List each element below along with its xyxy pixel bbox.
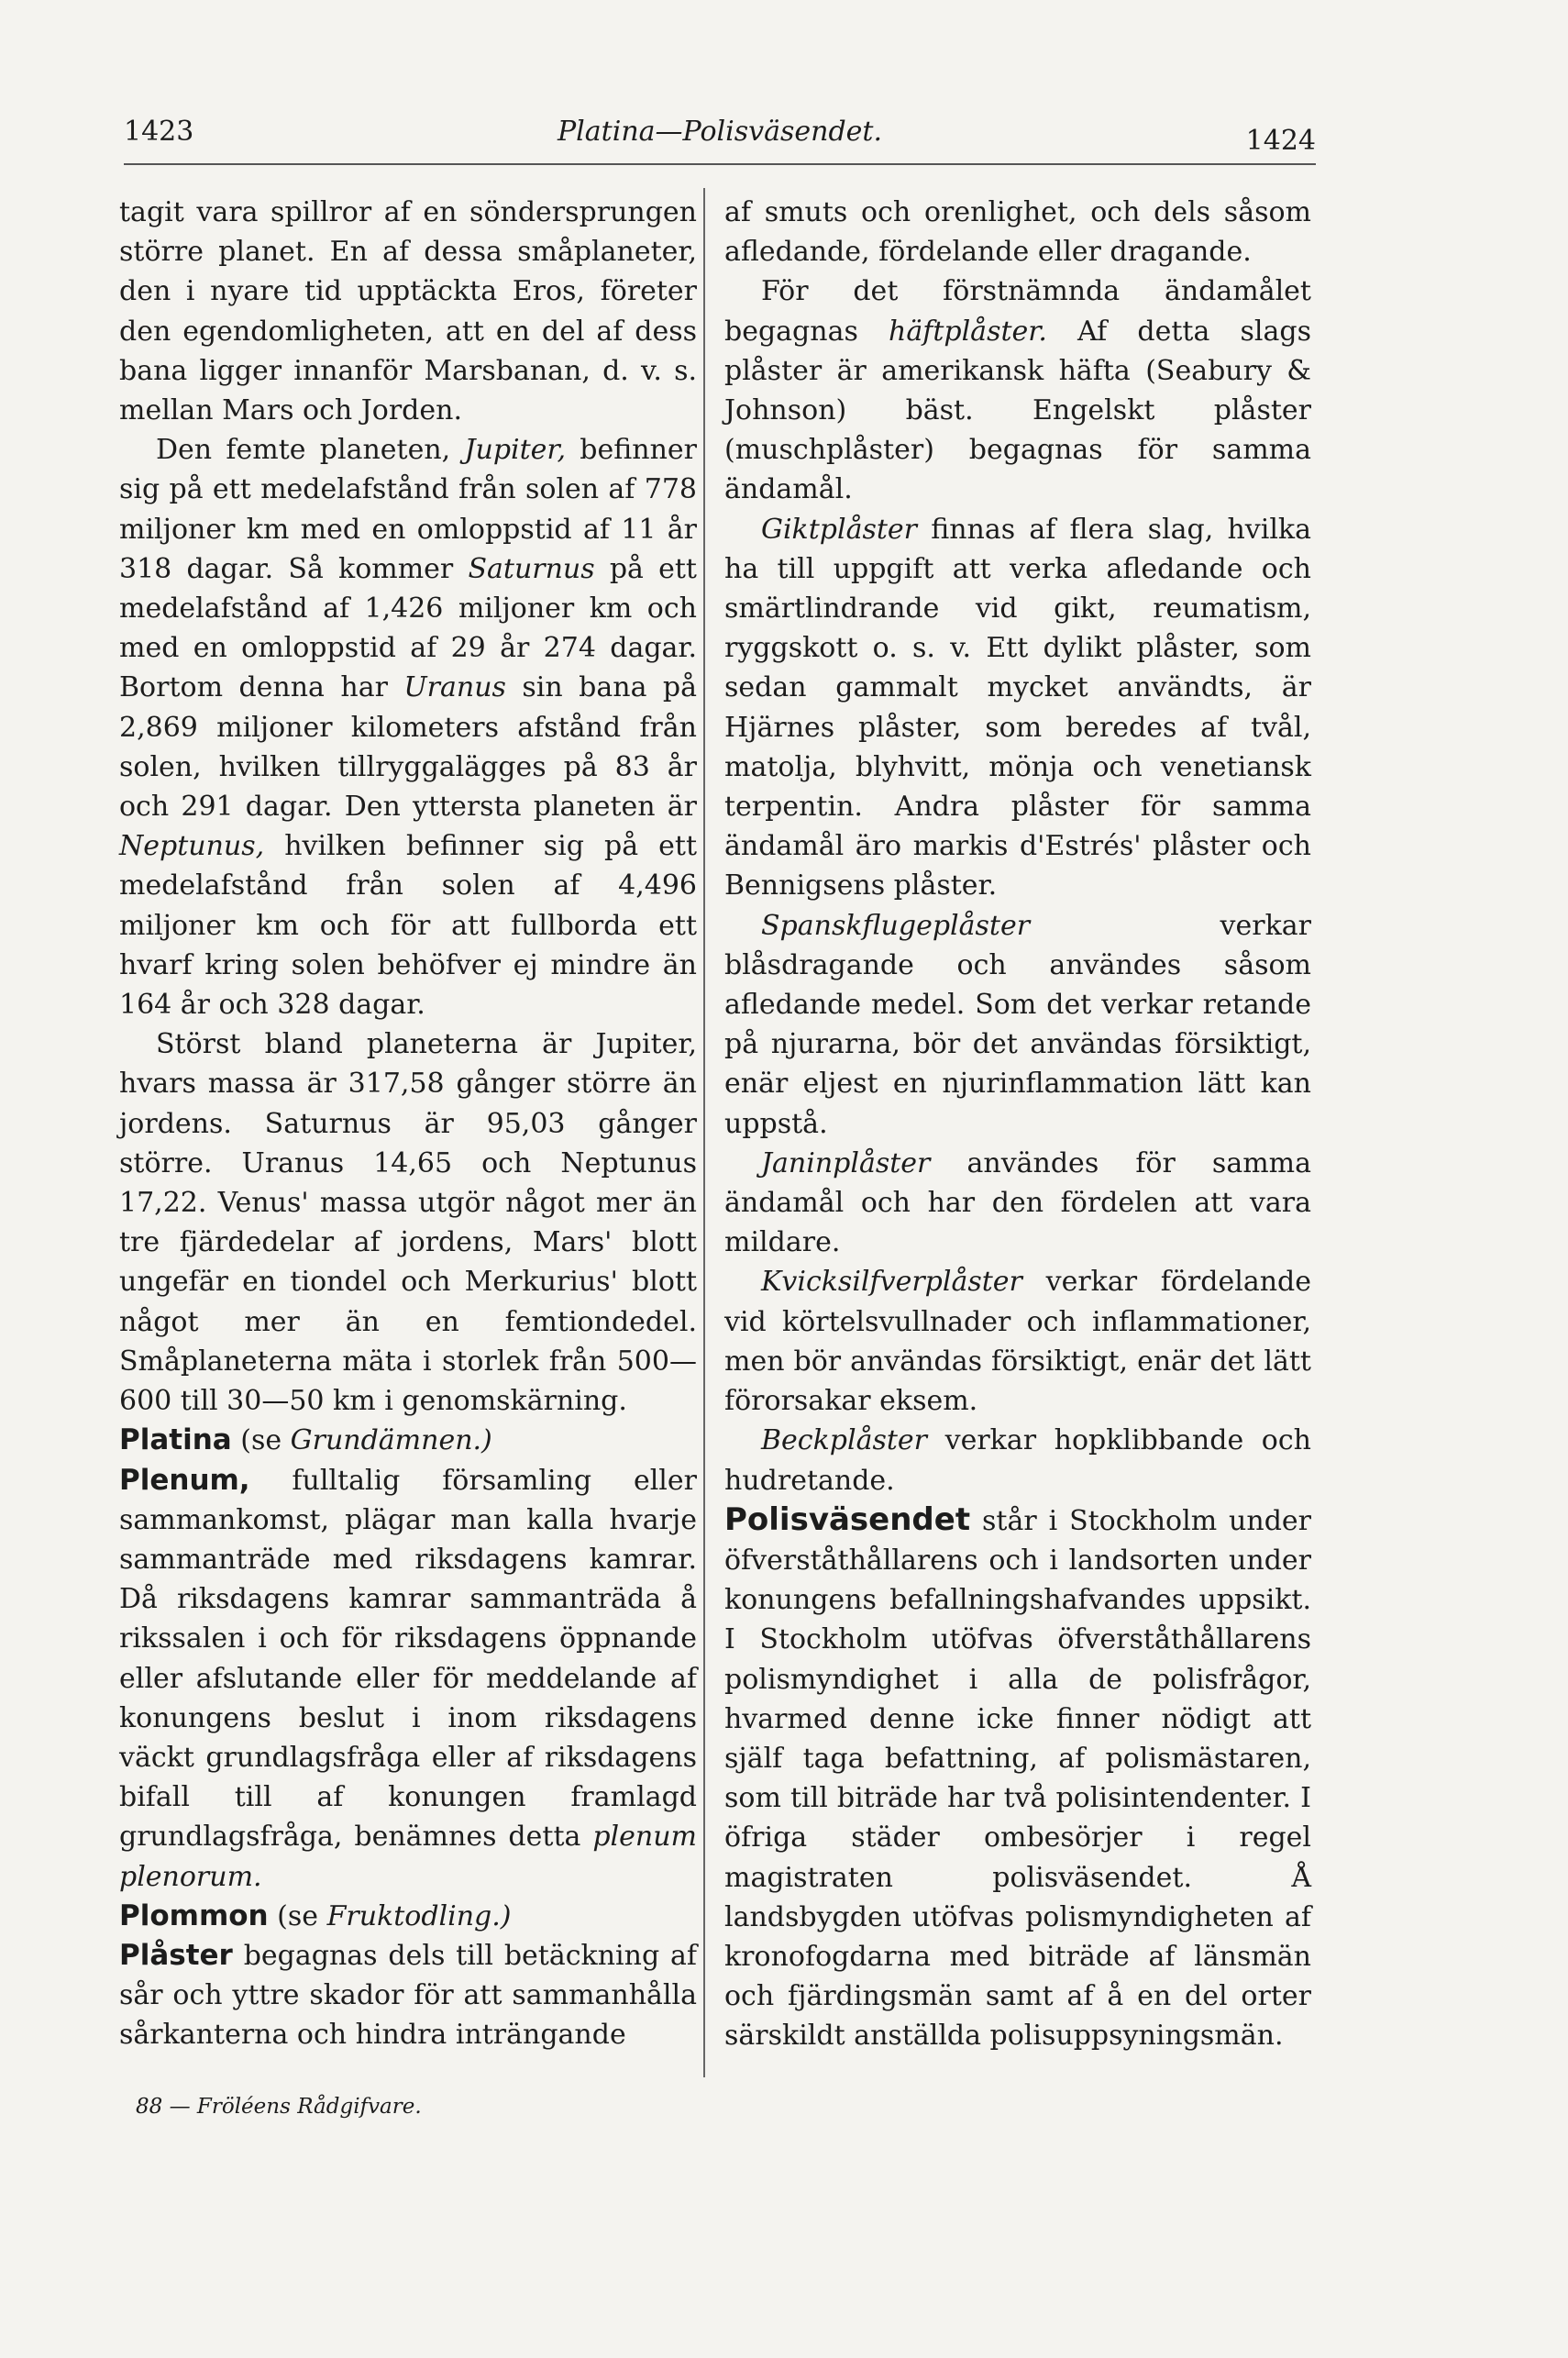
term-haftplaster: häftplåster. (889, 315, 1047, 348)
paragraph-janinplaster: Janinplåster användes för samma ändamål och har den fördelen att vara mildare. (724, 1146, 1311, 1259)
headword-plommon: Plommon (119, 1899, 269, 1932)
paragraph-spanskflugeplaster: Spanskflugeplåster verkar blåsdragande och användes såsom afledande medel. Som det verkar retande på njurarna, bör det användas försiktigt, enär eljest en njurinflammation lätt kan uppstå. (724, 909, 1311, 1140)
term-plenum-plenorum: plenum plenorum. (119, 1821, 697, 1893)
term-neptunus: Neptunus, (119, 830, 265, 863)
term-kvicksilfverplaster: Kvicksilfverplåster (761, 1266, 1022, 1299)
page-footer: 88 — Fröléens Rådgifvare. (136, 2095, 422, 2119)
term-janinplaster: Janinplåster (761, 1146, 931, 1179)
paragraph-planets: Den femte planeten, Jupiter, befinner sig på ett medelafstånd från solen af 778 miljoner km med en omloppstid af 11 år 318 dagar. Så kommer Saturnus på ett medelafstånd af 1,426 miljoner km och med en omloppstid af 29 år 274 dagar. Bortom denna har Uranus sin bana på 2,869 miljoner kilometers afstånd från solen, hvilken tillryggalägges på 83 år och 291 dagar. Den yttersta planeten är Neptunus, hvilken befinner sig på ett medelafstånd från solen af 4,496 miljoner km och för att fullborda ett hvarf kring solen behöfver ej mindre än 164 år och 328 dagar. (119, 434, 697, 1022)
paragraph-haftplaster: För det förstnämnda ändamålet begagnas häftplåster. Af detta slags plåster är amerikansk häfta (Seabury & Johnson) bäst. Engelskt plåster (muschplåster) begagnas för samma ändamål. (724, 275, 1312, 506)
paragraph-continuation: af smuts och orenlighet, och dels såsom afledande, fördelande eller dragande. (724, 196, 1311, 269)
entry-platina: Platina (se Grundämnen.) (119, 1423, 492, 1457)
headword-platina: Platina (119, 1423, 232, 1457)
cross-reference: Grundämnen.) (290, 1424, 492, 1457)
right-column (724, 193, 1311, 2056)
headword-polisvasendet: Polisväsendet (724, 1500, 971, 1538)
term-saturnus: Saturnus (468, 552, 595, 585)
cross-reference: Fruktodling.) (326, 1899, 512, 1932)
entry-plommon: Plommon (se Fruktodling.) (119, 1899, 512, 1932)
term-giktplaster: Giktplåster (761, 513, 918, 546)
term-spanskflugeplaster: Spanskflugeplåster (761, 909, 1031, 942)
page-number-left: 1423 (124, 116, 194, 148)
entry-polisvasendet: Polisväsendet står i Stockholm under öfverståthållarens och i landsorten under konungens befallningshafvandes uppsikt. I Stockholm utöfvas öfverståthållarens polismyndighet i alla de polisfrågor, hvarmed denne icke finner nödigt att själf taga befattning, af polismästaren, som till biträde har två polisintendenter. I öfriga städer ombesörjer i regel magistraten polisväsendet. Å landsbygden utöfvas polismyndigheten af kronofogdarna med biträde af länsmän och fjärdingsmän samt af å en del orter särskildt anställda polisuppsyningsmän. (724, 1500, 1311, 2053)
left-column (119, 193, 697, 2055)
term-jupiter: Jupiter, (464, 434, 567, 467)
headword-plenum: Plenum, (119, 1463, 250, 1497)
term-beckplaster: Beckplåster (761, 1424, 928, 1457)
page-header (124, 110, 1316, 165)
paragraph-continuation: tagit vara spillror af en söndersprungen större planet. En af dessa småplaneter, den i nyare tid upptäckta Eros, företer den egendomligheten, att en del af dess bana ligger innanför Marsbanan, d. v. s. mellan Mars och Jorden. (119, 196, 697, 427)
paragraph-beckplaster: Beckplåster verkar hopklibbande och hudretande. (724, 1424, 1311, 1497)
running-title: Platina—Polisväsendet. (558, 116, 882, 148)
paragraph-giktplaster: Giktplåster finnas af flera slag, hvilka ha till uppgift att verka afledande och smärtlindrande vid gikt, reumatism, ryggskott o. s. v. Ett dylikt plåster, som sedan gammalt mycket användts, är Hjärnes plåster, som beredes af tvål, matolja, blyhvitt, mönja och venetiansk terpentin. Andra plåster för samma ändamål äro markis d'Estrés' plåster och Bennigsens plåster. (724, 513, 1311, 902)
headword-plaster: Plåster (119, 1938, 233, 1972)
entry-plenum: Plenum, fulltalig församling eller sammankomst, plägar man kalla hvarje sammanträde med riksdagens kamrar. Då riksdagens kamrar sammanträda å rikssalen i och för riksdagens öppnande eller afslutande eller för meddelande af konungens beslut i inom riksdagens väckt grundlagsfråga eller af riksdagens bifall till af konungen framlagd grundlagsfråga, benämnes detta plenum plenorum. (119, 1463, 697, 1893)
page-number-right: 1424 (1245, 125, 1316, 157)
entry-plaster: Plåster begagnas dels till betäckning af sår och yttre skador för att sammanhålla sårkanterna och hindra inträngande (119, 1938, 697, 2052)
column-divider (703, 188, 705, 2077)
paragraph-kvicksilfverplaster: Kvicksilfverplåster verkar fördelande vid körtelsvullnader och inflammationer, men bör användas försiktigt, enär det lätt förorsakar eksem. (724, 1266, 1311, 1418)
term-uranus: Uranus (403, 671, 506, 704)
paragraph-masses: Störst bland planeterna är Jupiter, hvars massa är 317,58 gånger större än jordens. Saturnus är 95,03 gånger större. Uranus 14,65 och Neptunus 17,22. Venus' massa utgör något mer än tre fjärdedelar af jordens, Mars' blott ungefär en tiondel och Merkurius' blott något mer än en femtiondedel. Småplaneterna mäta i storlek från 500—600 till 30—50 km i genomskärning. (119, 1028, 697, 1418)
header-rule (124, 163, 1316, 165)
